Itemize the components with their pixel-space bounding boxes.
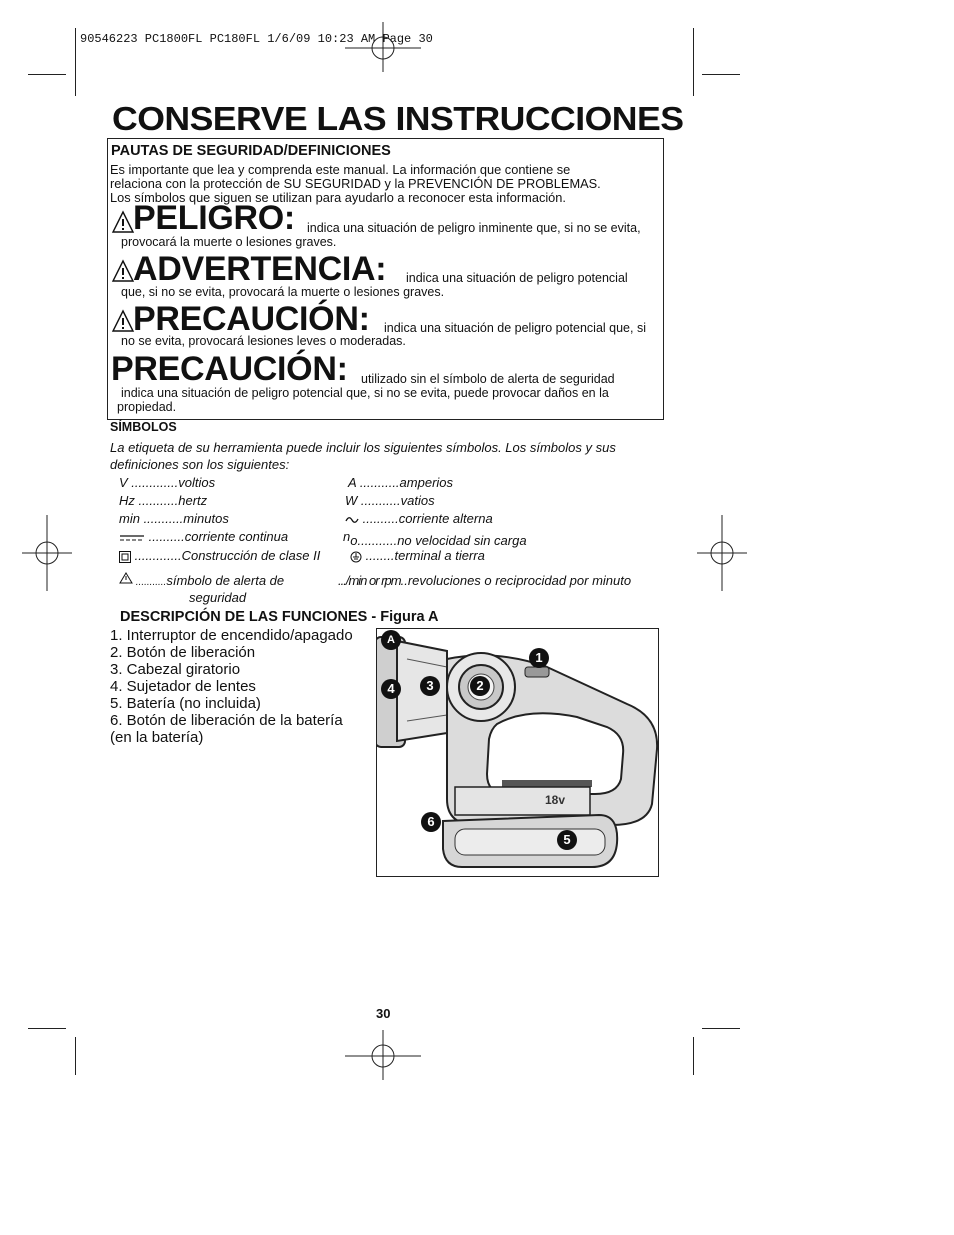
safety-alert-icon bbox=[119, 572, 133, 584]
precaucion-desc: indica una situación de peligro potencial que, si bbox=[384, 321, 646, 335]
features-list bbox=[110, 627, 353, 746]
intro-line: relaciona con la protección de SU SEGURIDAD y la PREVENCIÓN DE PROBLEMAS. bbox=[110, 176, 601, 191]
precaucion-label: PRECAUCIÓN: bbox=[133, 300, 370, 338]
intro-line: Los símbolos que siguen se utilizan para ayudarlo a reconocer esta información. bbox=[110, 190, 566, 205]
crop-mark bbox=[75, 1037, 76, 1075]
symbols-intro: definiciones son los siguientes: bbox=[110, 457, 290, 472]
print-slug: 90546223 PC1800FL PC180FL 1/6/09 10:23 AM Page 30 bbox=[80, 32, 433, 46]
registration-mark-icon bbox=[697, 515, 747, 591]
symbol-row: .............Construcción de clase II bbox=[119, 547, 320, 565]
list-item: 4. Sujetador de lentes bbox=[110, 678, 256, 695]
page-title: CONSERVE LAS INSTRUCCIONES bbox=[112, 100, 684, 137]
crop-mark bbox=[702, 1028, 740, 1029]
callout-3: 3 bbox=[420, 676, 440, 696]
list-item: 1. Interruptor de encendido/apagado bbox=[110, 627, 353, 644]
direct-current-icon bbox=[119, 533, 145, 543]
symbol-row: W ...........vatios bbox=[345, 493, 435, 508]
class-ii-construction-icon bbox=[119, 551, 131, 563]
warning-triangle-icon bbox=[111, 259, 135, 283]
symbol-row: min ...........minutos bbox=[119, 511, 229, 526]
earthing-terminal-icon bbox=[350, 551, 362, 563]
list-item: 2. Botón de liberación bbox=[110, 644, 256, 661]
symbols-heading: SÍMBOLOS bbox=[110, 420, 177, 434]
symbol-row: no...........no velocidad sin carga bbox=[343, 529, 527, 548]
callout-4: 4 bbox=[381, 679, 401, 699]
alternating-current-icon bbox=[345, 515, 359, 525]
symbol-row: A ...........amperios bbox=[348, 475, 454, 490]
precaucion-desc: no se evita, provocará lesiones leves o moderadas. bbox=[121, 334, 406, 348]
symbol-row: ..........corriente alterna bbox=[345, 510, 493, 528]
voltage-label: 18v bbox=[545, 793, 566, 807]
crop-mark bbox=[693, 1037, 694, 1075]
peligro-label: PELIGRO: bbox=[133, 199, 295, 237]
advertencia-desc: indica una situación de peligro potencial bbox=[406, 271, 628, 285]
advertencia-label: ADVERTENCIA: bbox=[133, 250, 387, 288]
symbol-row: V .............voltios bbox=[119, 475, 216, 490]
figure-label-badge: A bbox=[381, 630, 401, 650]
callout-2: 2 bbox=[470, 676, 490, 696]
symbol-row: Hz ...........hertz bbox=[119, 493, 208, 508]
flashlight-illustration bbox=[377, 629, 658, 876]
advertencia-desc: que, si no se evita, provocará la muerte o lesiones graves. bbox=[121, 285, 445, 299]
figure-a bbox=[376, 628, 659, 877]
peligro-desc: provocará la muerte o lesiones graves. bbox=[121, 235, 337, 249]
page-number: 30 bbox=[376, 1006, 391, 1021]
features-heading: DESCRIPCIÓN DE LAS FUNCIONES - Figura A bbox=[120, 609, 439, 625]
list-item: 3. Cabezal giratorio bbox=[110, 661, 241, 678]
symbols-intro: La etiqueta de su herramienta puede incluir los siguientes símbolos. Los símbolos y sus bbox=[110, 440, 616, 455]
crop-mark bbox=[28, 1028, 66, 1029]
list-item: 5. Batería (no incluida) bbox=[110, 695, 261, 712]
registration-mark-icon bbox=[345, 1030, 425, 1080]
warning-triangle-icon bbox=[111, 210, 135, 234]
registration-mark-icon bbox=[22, 515, 72, 591]
symbol-row: ..........corriente continua bbox=[119, 528, 288, 546]
peligro-desc: indica una situación de peligro inminente que, si no se evita, bbox=[307, 221, 641, 235]
list-item: (en la batería) bbox=[110, 729, 204, 746]
callout-1: 1 bbox=[529, 648, 549, 668]
callout-6: 6 bbox=[421, 812, 441, 832]
crop-mark bbox=[28, 74, 66, 75]
symbol-row: ...........símbolo de alerta de bbox=[119, 572, 284, 592]
symbol-row-cont: seguridad bbox=[189, 590, 247, 605]
list-item: 6. Botón de liberación de la batería bbox=[110, 712, 343, 729]
callout-5: 5 bbox=[557, 830, 577, 850]
precaucion-desc: indica una situación de peligro potencial que, si no se evita, puede provocar daños en la bbox=[121, 386, 609, 400]
warning-triangle-icon bbox=[111, 309, 135, 333]
crop-mark bbox=[75, 28, 76, 96]
precaucion-label: PRECAUCIÓN: bbox=[111, 350, 348, 388]
precaucion-desc: utilizado sin el símbolo de alerta de seguridad bbox=[361, 372, 615, 386]
crop-mark bbox=[702, 74, 740, 75]
symbol-row: .../min or rpm..revoluciones o reciprocidad por minuto bbox=[338, 573, 632, 588]
intro-line: Es importante que lea y comprenda este manual. La información que contiene se bbox=[110, 162, 571, 177]
symbol-row: ........terminal a tierra bbox=[350, 547, 485, 565]
precaucion-desc: propiedad. bbox=[117, 400, 177, 414]
crop-mark bbox=[693, 28, 694, 96]
safety-heading: PAUTAS DE SEGURIDAD/DEFINICIONES bbox=[111, 143, 391, 159]
registration-mark-icon bbox=[345, 22, 425, 72]
